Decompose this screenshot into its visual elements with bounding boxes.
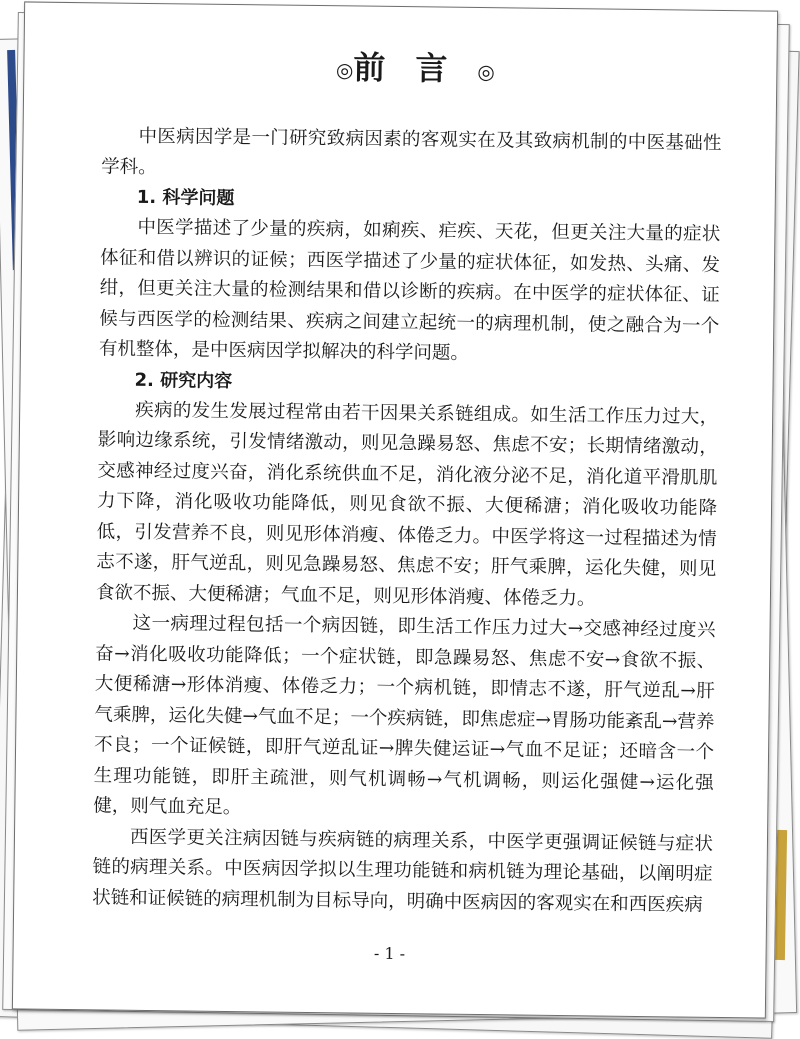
section-heading-1: 1. 科学问题 (136, 186, 235, 210)
intro-paragraph: 中医病因学是一门研究致病因素的客观实在及其致病机制的中医基础性学科。 (101, 125, 722, 178)
section1-paragraph: 中医学描述了少量的疾病，如痢疾、疟疾、天花，但更关注大量的症状体征和借以辨识的证候；西医学描述了少量的症状体征，如发热、头痛、发绀，但更关注大量的检测结果和借以诊断的疾病。在中医学的症状体征、证候与西医学的检测结果、疾病之间建立起统一的病理机制，使之融合为一个有机整体，是中医病因学拟解决的科学问题。 (98, 216, 721, 364)
title-text: 前言 (353, 48, 478, 88)
title-ornament-left-icon: ◎ (335, 57, 354, 82)
page-number: - 1 - (373, 943, 406, 964)
section-heading-2: 2. 研究内容 (134, 369, 233, 392)
page-title (24, 38, 777, 93)
document-body (92, 121, 722, 921)
document-page (12, 1, 778, 1018)
section2-paragraph-2: 这一病理过程包括一个病因链，即生活工作压力过大→交感神经过度兴奋→消化吸收功能降低；一个症状链，即急躁易怒、焦虑不安→食欲不振、大便稀溏→形体消瘦、体倦乏力；一个病机链，即情志不遂，肝气逆乱→肝气乘脾，运化失健→气血不足；一个疾病链，即焦虑症→胃肠功能紊乱→营养不良；一个证候链，即肝气逆乱证→脾失健运证→气血不足证；还暗含一个生理功能链，即肝主疏泄，则气机调畅→气机调畅，则运化强健→运化强健，则气血充足。 (93, 612, 716, 819)
title-ornament-right-icon: ◎ (477, 59, 495, 84)
section2-paragraph-1: 疾病的发生发展过程常由若干因果关系链组成。如生活工作压力过大，影响边缘系统，引发情绪激动，则见急躁易怒、焦虑不安；长期情绪激动，交感神经过度兴奋，消化系统供血不足，消化液分泌不足，消化道平滑肌肌力下降，消化吸收功能降低，则见食欲不振、大便稀溏；消化吸收功能降低，引发营养不良，则见形体消瘦、体倦乏力。中医学将这一过程描述为情志不遂，肝气逆乱，则见急躁易怒、焦虑不安；肝气乘脾，运化失健，则见食欲不振、大便稀溏；气血不足，则见形体消瘦、体倦乏力。 (95, 399, 719, 609)
section2-paragraph-3: 西医学更关注病因链与疾病链的病理关系，中医学更强调证候链与症状链的病理关系。中医病因学拟以生理功能链和病机链为理论基础，以阐明症状链和证候链的病理机制为目标导向，明确中医病因的客观实在和西医疾病 (92, 826, 714, 916)
